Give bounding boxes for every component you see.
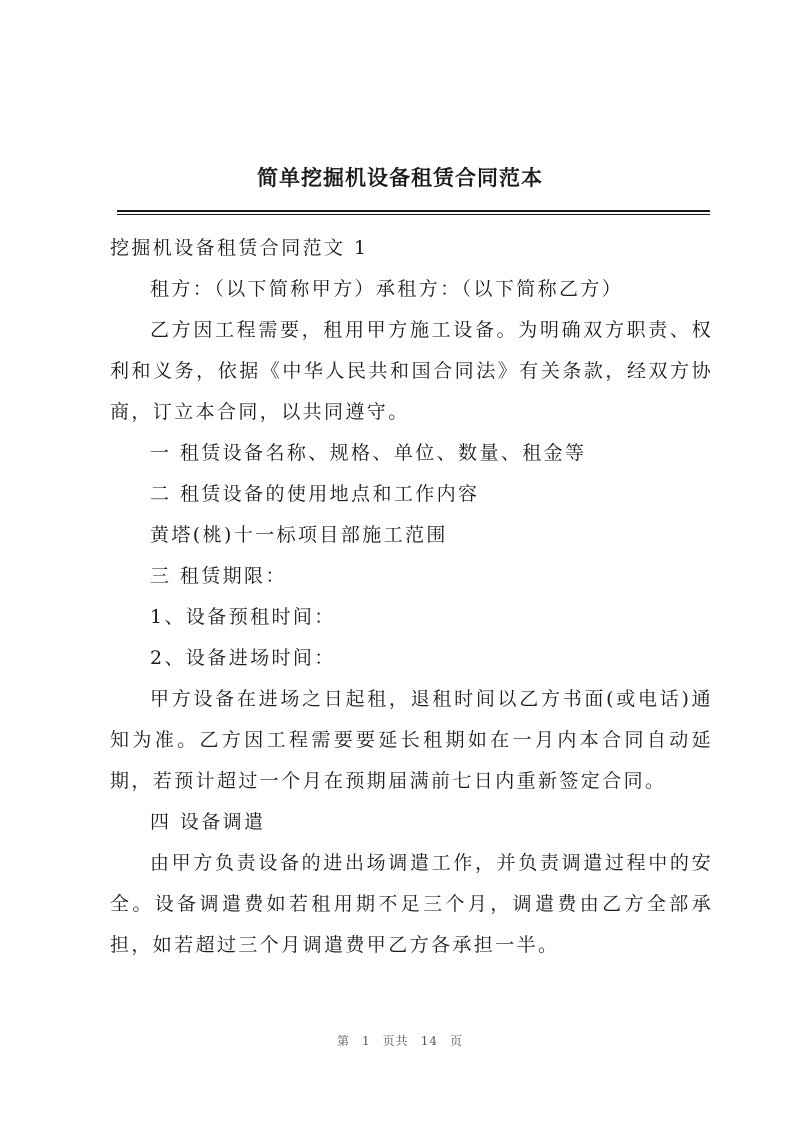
dispatch-paragraph: 由甲方负责设备的进出场调遣工作，并负责调遣过程中的安全。设备调遣费如若租用期不足三个月，调遣费由乙方全部承担，如若超过三个月调遣费甲乙方各承担一半。: [110, 852, 713, 956]
clause-4-heading: 四 设备调遣: [150, 811, 266, 833]
entry-time-line: 2、设备进场时间：: [150, 647, 336, 669]
page-footer: [0, 1032, 800, 1049]
clause-3-heading: 三 租赁期限：: [150, 565, 287, 587]
document-title: 简单挖掘机设备租赁合同范本: [257, 165, 543, 190]
footer-page-number: 1: [362, 1034, 371, 1048]
footer-middle: 页共: [382, 1034, 409, 1048]
clause-2-heading: 二 租赁设备的使用地点和工作内容: [150, 483, 480, 505]
title-rule-thin: [117, 214, 710, 215]
clause-1-heading: 一 租赁设备名称、规格、单位、数量、租金等: [150, 442, 587, 464]
lease-term-paragraph: 甲方设备在进场之日起租，退租时间以乙方书面(或电话)通知为准。乙方因工程需要要延长租期如在一月内本合同自动延期，若预计超过一个月在预期届满前七日内重新签定合同。: [110, 688, 713, 792]
document-body: [110, 228, 713, 966]
preamble-paragraph: 乙方因工程需要，租用甲方施工设备。为明确双方职责、权利和义务，依据《中华人民共和国合同法》有关条款，经双方协商，订立本合同，以共同遵守。: [110, 319, 713, 423]
footer-total-pages: 14: [420, 1034, 438, 1048]
section-heading: 挖掘机设备租赁合同范文 1: [110, 237, 369, 259]
footer-suffix: 页: [449, 1034, 463, 1048]
parties-line: 租方：（以下简称甲方）承租方：（以下简称乙方）: [150, 278, 624, 300]
prelease-time-line: 1、设备预租时间：: [150, 606, 336, 628]
title-rule-thick: [117, 210, 710, 212]
work-scope-line: 黄塔(桃)十一标项目部施工范围: [150, 524, 448, 546]
footer-prefix: 第: [337, 1034, 351, 1048]
